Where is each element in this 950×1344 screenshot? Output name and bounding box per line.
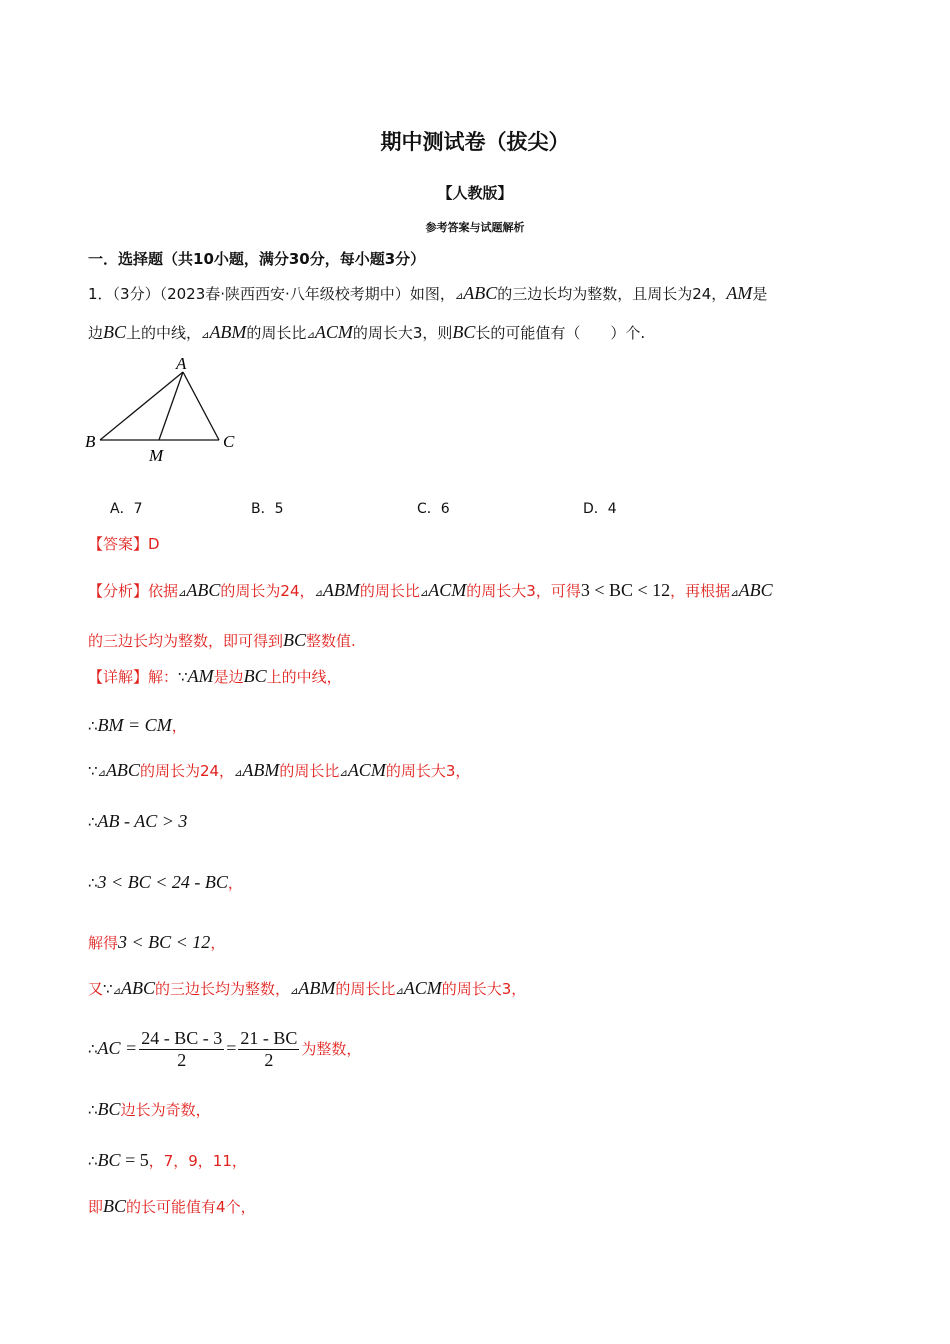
- therefore-symbol: ∴: [88, 874, 98, 892]
- math-bc: BC: [97, 1150, 121, 1170]
- triangle-symbol: ⊿: [178, 588, 187, 599]
- detail-text: ，: [227, 874, 243, 892]
- analysis-text: 的周长比: [359, 582, 420, 600]
- triangle-symbol: ⊿: [730, 588, 739, 599]
- detail-line-2: [88, 715, 187, 736]
- detail-text: 的周长大3，: [441, 980, 527, 998]
- analysis-line-1: [88, 580, 773, 601]
- math-abm: ABM: [298, 978, 336, 998]
- question-text: 长的可能值有（ ）个.: [475, 324, 646, 342]
- detail-text: 上的中线，: [266, 668, 342, 686]
- analysis-text: 的周长大3，可得: [466, 582, 581, 600]
- math-abc: ABC: [186, 580, 221, 600]
- therefore-symbol: ∴: [88, 1152, 98, 1170]
- math-am: AM: [726, 283, 753, 303]
- therefore-symbol: ∴: [88, 1101, 98, 1119]
- math-equals: =: [226, 1038, 237, 1058]
- detail-line-9: [88, 1099, 211, 1120]
- math-abc: ABC: [738, 580, 773, 600]
- answer-line: [88, 533, 160, 554]
- math-inequality: 3 < BC < 24 - BC: [97, 872, 228, 892]
- therefore-symbol: ∴: [88, 717, 98, 735]
- triangle-figure: [82, 352, 252, 467]
- because-symbol: ∵: [103, 980, 113, 998]
- question-text: 上的中线，: [126, 324, 202, 342]
- detail-line-8: [88, 1028, 361, 1071]
- vertex-c-label: C: [223, 432, 235, 451]
- math-am: AM: [187, 666, 214, 686]
- detail-text: 的三边长均为整数，: [154, 980, 290, 998]
- vertex-b-label: B: [85, 432, 96, 451]
- analysis-text: 整数值.: [306, 632, 356, 650]
- side-ac: [183, 372, 219, 440]
- math-ac-lhs: AC =: [97, 1038, 138, 1058]
- detail-line-10: [88, 1150, 247, 1171]
- math-equation: BM = CM: [97, 715, 172, 735]
- subtitle: 参考答案与试题解析: [425, 221, 525, 234]
- math-bc: BC: [97, 1099, 121, 1119]
- question-text: 如图，: [409, 285, 455, 303]
- detail-text: 的长可能值有4个，: [126, 1198, 256, 1216]
- analysis-line-2: [88, 630, 356, 651]
- question-text: 的周长大3，则: [352, 324, 453, 342]
- answer-tag: 【答案】: [88, 535, 149, 553]
- fraction-numerator: 24 - BC - 3: [141, 1028, 223, 1048]
- fraction-numerator: 21 - BC: [240, 1028, 298, 1048]
- analysis-text: 依据: [148, 582, 179, 600]
- option-a[interactable]: A．7: [110, 501, 143, 517]
- answer-value: D: [148, 535, 160, 553]
- question-number: 1．: [88, 285, 113, 303]
- math-inequality: 3 < BC < 12: [580, 580, 671, 600]
- detail-tag: 【详解】: [88, 668, 149, 686]
- fraction-2: [238, 1028, 299, 1071]
- math-abc: ABC: [120, 978, 155, 998]
- option-b[interactable]: B．5: [251, 501, 284, 517]
- math-abm: ABM: [209, 322, 247, 342]
- detail-line-1: [88, 666, 342, 687]
- question-text: 边: [88, 324, 104, 342]
- math-bc: BC: [103, 1196, 127, 1216]
- triangle-symbol: ⊿: [454, 291, 464, 302]
- detail-text: 边长为奇数，: [120, 1101, 211, 1119]
- detail-line-6: [88, 932, 225, 953]
- math-value: = 5: [120, 1150, 149, 1170]
- analysis-text: ，再根据: [670, 582, 731, 600]
- question-text: 的三边长均为整数，且周长为24，: [497, 285, 727, 303]
- triangle-symbol: ⊿: [339, 768, 348, 779]
- because-symbol: ∵: [178, 668, 188, 686]
- math-acm: ACM: [314, 322, 353, 342]
- page-title: 期中测试卷（拔尖）: [380, 130, 570, 154]
- triangle-symbol: ⊿: [234, 768, 243, 779]
- triangle-symbol: ⊿: [289, 986, 299, 997]
- math-abc: ABC: [105, 760, 140, 780]
- triangle-symbol: ⊿: [97, 768, 106, 779]
- detail-text: 又: [88, 980, 104, 998]
- fraction-1: [139, 1028, 224, 1071]
- detail-text: 解：: [148, 668, 179, 686]
- detail-text: 的周长为24，: [139, 762, 235, 780]
- question-score: （3分）: [112, 285, 160, 303]
- detail-line-4: [88, 811, 187, 832]
- math-inequality: 3 < BC < 12: [118, 932, 211, 952]
- detail-line-11: [88, 1196, 256, 1217]
- vertex-a-label: A: [176, 354, 187, 373]
- analysis-text: 的周长为24，: [220, 582, 315, 600]
- triangle-symbol: ⊿: [306, 330, 315, 341]
- triangle-symbol: ⊿: [201, 330, 210, 341]
- detail-text: 为整数，: [301, 1040, 362, 1058]
- question-source: （2023春·陕西西安·八年级校考期中）: [159, 285, 410, 303]
- triangle-symbol: ⊿: [112, 986, 121, 997]
- detail-text: 的周长比: [335, 980, 396, 998]
- detail-line-7: [88, 978, 526, 999]
- detail-line-3: [88, 760, 470, 781]
- math-bc: BC: [103, 322, 127, 342]
- math-abm: ABM: [322, 580, 360, 600]
- question-line-2: [88, 322, 645, 343]
- math-abc: ABC: [463, 283, 498, 303]
- because-symbol: ∵: [88, 762, 98, 780]
- triangle-symbol: ⊿: [419, 588, 429, 599]
- detail-text: ，7，9，11，: [148, 1152, 247, 1170]
- detail-text: 解得: [88, 934, 119, 952]
- fraction-denominator: 2: [177, 1050, 187, 1070]
- math-bc: BC: [243, 666, 267, 686]
- detail-text: ，: [210, 934, 226, 952]
- detail-text: 的周长比: [279, 762, 340, 780]
- detail-line-5: [88, 872, 243, 893]
- detail-text: 的周长大3，: [385, 762, 471, 780]
- question-line-1: [88, 283, 767, 304]
- math-inequality: AB - AC > 3: [97, 811, 188, 831]
- detail-text: ，: [171, 717, 187, 735]
- option-d[interactable]: D．4: [583, 501, 617, 517]
- detail-text: 即: [88, 1198, 104, 1216]
- math-acm: ACM: [347, 760, 386, 780]
- math-acm: ACM: [403, 978, 442, 998]
- triangle-symbol: ⊿: [314, 588, 323, 599]
- math-acm: ACM: [428, 580, 467, 600]
- edition-label: 【人教版】: [437, 184, 513, 202]
- therefore-symbol: ∴: [88, 813, 98, 831]
- triangle-symbol: ⊿: [395, 986, 404, 997]
- detail-text: 是边: [213, 668, 244, 686]
- point-m-label: M: [149, 446, 164, 465]
- math-abm: ABM: [242, 760, 280, 780]
- analysis-tag: 【分析】: [88, 582, 149, 600]
- math-bc: BC: [452, 322, 476, 342]
- question-text: 是: [752, 285, 768, 303]
- math-bc: BC: [283, 630, 307, 650]
- analysis-text: 的三边长均为整数，即可得到: [88, 632, 284, 650]
- fraction-denominator: 2: [264, 1050, 274, 1070]
- therefore-symbol: ∴: [88, 1040, 98, 1058]
- section-heading: 一．选择题（共10小题，满分30分，每小题3分）: [88, 250, 426, 268]
- option-c[interactable]: C．6: [417, 501, 450, 517]
- question-text: 的周长比: [246, 324, 307, 342]
